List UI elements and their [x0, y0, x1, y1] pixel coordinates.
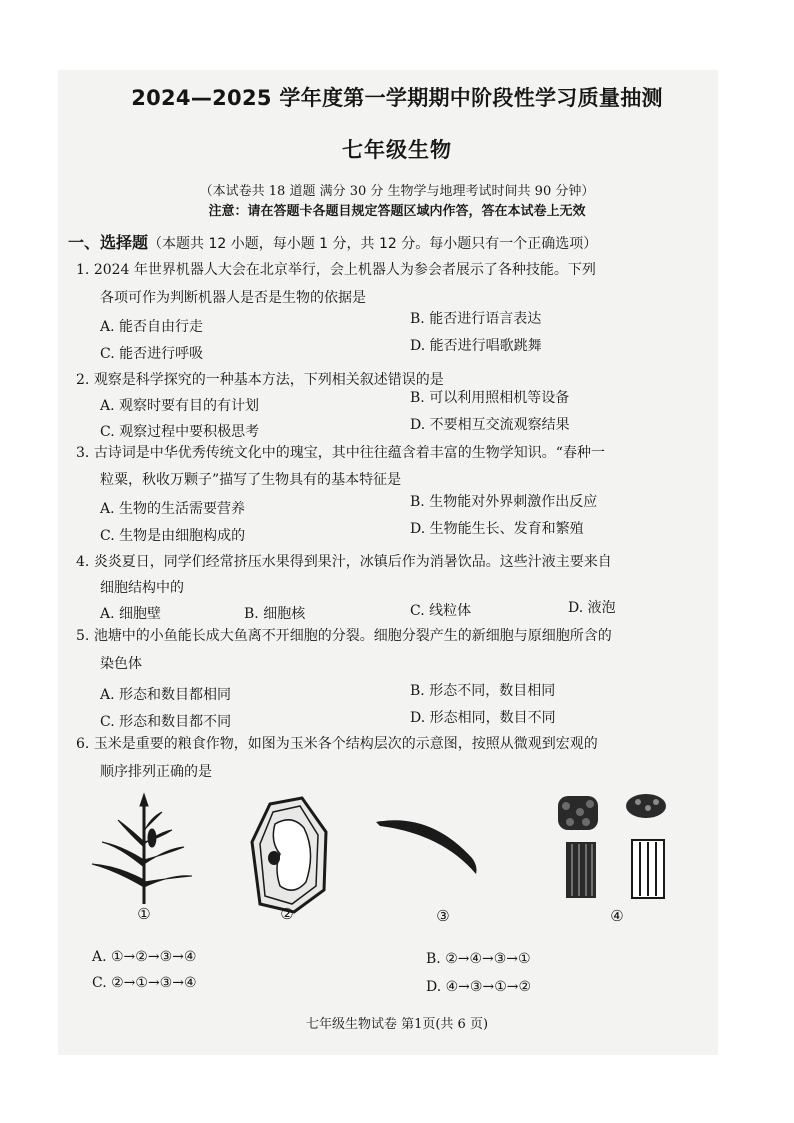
- question-4-option-a: A. 细胞壁: [100, 606, 162, 622]
- question-5-option-d: D. 形态相同，数目不同: [410, 710, 556, 726]
- question-4-stem: [76, 552, 612, 572]
- question-text: 玉米是重要的粮食作物，如图为玉米各个结构层次的示意图，按照从微观到宏观的: [93, 736, 598, 752]
- question-1-stem: [76, 260, 596, 280]
- question-2-option-c: C. 观察过程中要积极思考: [100, 424, 260, 440]
- question-2-option-a: A. 观察时要有目的有计划: [100, 398, 260, 414]
- question-2-stem: [76, 370, 444, 390]
- exam-notice: 注意：请在答题卡各题目规定答题区域内作答，答在本试卷上无效: [208, 204, 586, 219]
- question-number: 6.: [76, 736, 90, 752]
- question-1-stem-cont: 各项可作为判断机器人是否是生物的依据是: [100, 290, 366, 306]
- question-5-stem-cont: 染色体: [100, 656, 142, 672]
- question-text: 池塘中的小鱼能长成大鱼离不开细胞的分裂。细胞分裂产生的新细胞与原细胞所含的: [93, 628, 612, 644]
- question-2-option-b: B. 可以利用照相机等设备: [410, 390, 570, 406]
- question-3-option-a: A. 生物的生活需要营养: [100, 501, 246, 517]
- section-title: 一、选择题: [68, 233, 149, 252]
- question-number: 1.: [76, 262, 90, 278]
- page-footer: 七年级生物试卷 第1页(共 6 页): [305, 1017, 489, 1032]
- question-3-stem-cont: 粒粟，秋收万颗子”描写了生物具有的基本特征是: [100, 472, 402, 488]
- corn-plant-icon: [92, 794, 192, 904]
- question-1-option-b: B. 能否进行语言表达: [410, 311, 542, 327]
- section-heading: [68, 230, 597, 253]
- question-1-option-d: D. 能否进行唱歌跳舞: [410, 338, 542, 354]
- question-4-option-d: D. 液泡: [568, 600, 616, 616]
- question-number: 2.: [76, 372, 90, 388]
- question-3-option-c: C. 生物是由细胞构成的: [100, 528, 246, 544]
- exam-info: （本试卷共 18 道题 满分 30 分 生物学与地理考试时间共 90 分钟）: [199, 184, 595, 199]
- plant-cell-icon: [252, 798, 326, 912]
- figure-label-2: ②: [280, 905, 294, 923]
- question-5-option-b: B. 形态不同，数目相同: [410, 683, 556, 699]
- question-number: 4.: [76, 554, 90, 570]
- question-3-option-b: B. 生物能对外界刺激作出反应: [410, 494, 598, 510]
- question-5-option-a: A. 形态和数目都相同: [100, 687, 232, 703]
- question-1-option-c: C. 能否进行呼吸: [100, 346, 204, 362]
- question-3-option-d: D. 生物能生长、发育和繁殖: [410, 521, 584, 537]
- question-5-option-c: C. 形态和数目都不同: [100, 714, 232, 730]
- question-3-stem: [76, 443, 605, 463]
- tissue-icon: [558, 794, 666, 898]
- question-6-stem-cont: 顺序排列正确的是: [100, 764, 212, 780]
- question-6-option-c: C. ②→①→③→④: [92, 975, 197, 991]
- question-6-stem: [76, 734, 598, 754]
- question-text: 观察是科学探究的一种基本方法，下列相关叙述错误的是: [93, 372, 444, 388]
- exam-subject: 七年级生物: [342, 138, 452, 162]
- figure-label-4: ④: [610, 907, 624, 925]
- question-6-option-d: D. ④→③→①→②: [426, 979, 532, 995]
- figure-label-1: ①: [137, 905, 151, 923]
- figure-label-3: ③: [436, 907, 450, 925]
- question-2-option-d: D. 不要相互交流观察结果: [410, 417, 570, 433]
- exam-title: 2024—2025 学年度第一学期期中阶段性学习质量抽测: [131, 86, 663, 110]
- question-text: 炎炎夏日，同学们经常挤压水果得到果汁，冰镇后作为消暑饮品。这些汁液主要来自: [93, 554, 612, 570]
- question-6-option-b: B. ②→④→③→①: [426, 951, 531, 967]
- corn-leaf-icon: [376, 820, 477, 874]
- question-6-option-a: A. ①→②→③→④: [92, 949, 197, 965]
- question-number: 3.: [76, 445, 90, 461]
- question-5-stem: [76, 626, 612, 646]
- question-1-option-a: A. 能否自由行走: [100, 319, 204, 335]
- question-4-stem-cont: 细胞结构中的: [100, 580, 184, 596]
- question-4-option-b: B. 细胞核: [244, 606, 306, 622]
- question-number: 5.: [76, 628, 90, 644]
- question-text: 2024 年世界机器人大会在北京举行，会上机器人为参会者展示了各种技能。下列: [93, 262, 596, 278]
- section-detail: （本题共 12 小题，每小题 1 分，共 12 分。每小题只有一个正确选项）: [148, 236, 598, 252]
- question-4-option-c: C. 线粒体: [410, 603, 472, 619]
- question-text: 古诗词是中华优秀传统文化中的瑰宝，其中往往蕴含着丰富的生物学知识。“春种一: [93, 445, 605, 461]
